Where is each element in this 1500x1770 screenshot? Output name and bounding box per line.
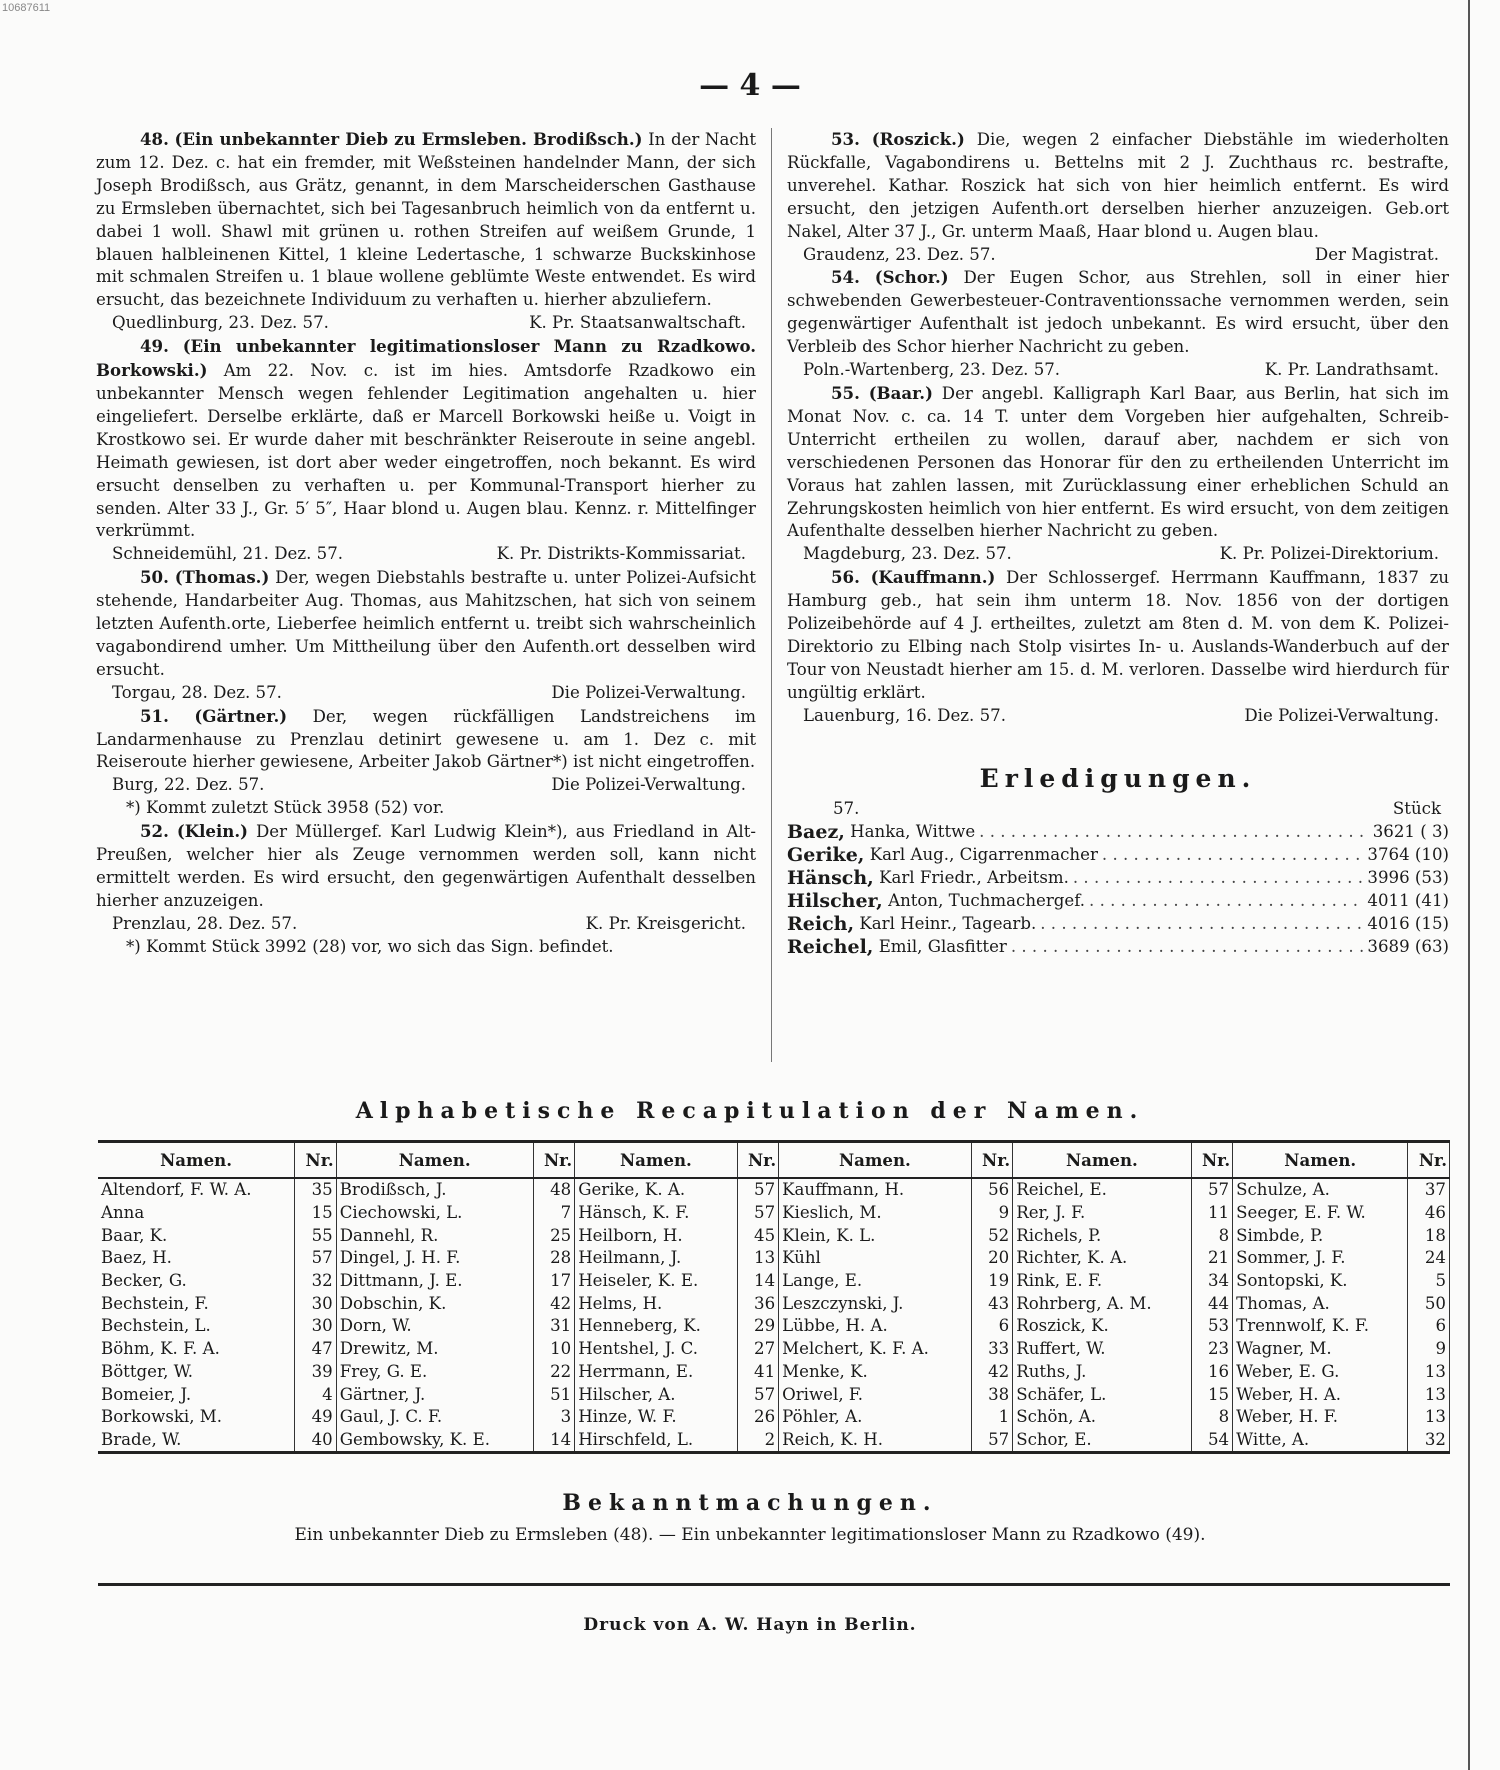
notice-text <box>787 266 1449 359</box>
recap-nr-cell: 40 <box>295 1429 337 1453</box>
erledigung-detail: Karl Aug., Cigarrenmacher <box>869 845 1098 865</box>
recap-row <box>98 1224 1450 1247</box>
recap-nr-cell: 9 <box>971 1202 1013 1225</box>
recap-name-cell: Kieslich, M. <box>782 1203 882 1223</box>
notice-entry <box>96 820 756 958</box>
recap-nr-cell: 4 <box>295 1383 337 1406</box>
notice-authority: Der Magistrat. <box>1314 244 1439 264</box>
recap-row <box>98 1178 1450 1202</box>
recap-header-name: Namen. <box>575 1142 737 1179</box>
notice-signature <box>96 312 756 335</box>
recap-nr-cell: 30 <box>295 1292 337 1315</box>
recap-nr-cell: 2 <box>737 1429 779 1453</box>
recap-header-nr: Nr. <box>737 1142 779 1179</box>
recap-name-cell: Heiseler, K. E. <box>578 1271 699 1291</box>
erledigung-ref: 3621 ( 3) <box>1372 822 1449 842</box>
notice-heading: (Klein.) <box>176 821 248 842</box>
notice-number: 56. <box>831 567 860 588</box>
notice-entry <box>96 566 756 704</box>
recap-nr-cell: 48 <box>533 1178 575 1202</box>
page-number: — 4 — <box>699 68 801 103</box>
recap-nr-cell: 26 <box>737 1406 779 1429</box>
erledigungen-section <box>787 763 1449 959</box>
notice-text <box>96 128 756 312</box>
recap-table <box>98 1140 1450 1454</box>
erledigung-row <box>787 867 1449 890</box>
recap-row <box>98 1292 1450 1315</box>
notice-place-date: Schneidemühl, 21. Dez. 57. <box>112 544 344 564</box>
recap-nr-cell: 50 <box>1408 1292 1450 1315</box>
recap-nr-cell: 25 <box>533 1224 575 1247</box>
recap-name-cell: Richter, K. A. <box>1016 1248 1128 1268</box>
notice-place-date: Quedlinburg, 23. Dez. 57. <box>112 313 329 333</box>
recap-name-cell: Schulze, A. <box>1236 1180 1330 1200</box>
recap-nr-cell: 8 <box>1191 1224 1233 1247</box>
notice-entry <box>787 382 1449 566</box>
recap-header-name: Namen. <box>336 1142 533 1179</box>
erledigung-name: Reich, <box>787 913 855 935</box>
notice-authority: Die Polizei-Verwaltung. <box>551 775 746 795</box>
notice-signature <box>787 543 1449 566</box>
recap-row <box>98 1361 1450 1384</box>
erledigung-name: Hilscher, <box>787 890 883 913</box>
notice-signature <box>96 913 756 936</box>
recap-name-cell: Klein, K. L. <box>782 1225 876 1245</box>
recap-name-cell: Böhm, K. F. A. <box>101 1339 220 1359</box>
recap-nr-cell: 6 <box>971 1315 1013 1338</box>
recap-name-cell: Hirschfeld, L. <box>575 1429 737 1453</box>
erledigung-row <box>787 821 1449 844</box>
recap-header-name: Namen. <box>1013 1142 1191 1179</box>
notice-heading: (Schor.) <box>874 267 949 288</box>
notice-entry <box>96 128 756 335</box>
recap-nr-cell: 55 <box>295 1224 337 1247</box>
recap-name-cell: Hinze, W. F. <box>578 1407 677 1427</box>
recap-name-cell: Henneberg, K. <box>578 1316 701 1336</box>
recap-header-nr: Nr. <box>1191 1142 1233 1179</box>
notice-heading: (Thomas.) <box>174 567 270 588</box>
notice-heading: (Gärtner.) <box>194 705 288 726</box>
bekanntmachungen-title: Bekanntmachungen. <box>562 1490 938 1516</box>
erledigung-row <box>787 936 1449 959</box>
notice-text <box>96 335 756 543</box>
recap-nr-cell: 32 <box>295 1270 337 1293</box>
recap-nr-cell: 13 <box>1408 1383 1450 1406</box>
notice-number: 51. <box>140 705 169 726</box>
recap-nr-cell: 45 <box>737 1224 779 1247</box>
recap-header-row <box>98 1142 1450 1179</box>
recap-name-cell: Bechstein, L. <box>101 1316 211 1336</box>
notice-authority: Die Polizei-Verwaltung. <box>1244 705 1439 725</box>
recap-name-cell: Oriwel, F. <box>782 1384 864 1404</box>
erledigung-detail: Karl Heinr., Tagearb. <box>859 914 1037 933</box>
notice-heading: (Roszick.) <box>871 129 965 149</box>
notice-authority: K. Pr. Staatsanwaltschaft. <box>529 313 746 333</box>
recap-nr-cell: 21 <box>1191 1247 1233 1270</box>
left-column <box>96 128 756 959</box>
erledigung-row <box>787 890 1449 913</box>
recap-name-cell: Witte, A. <box>1233 1429 1408 1453</box>
recap-name-cell: Trennwolf, K. F. <box>1236 1316 1370 1336</box>
erledigungen-title: Erledigungen. <box>979 763 1257 793</box>
recap-nr-cell: 42 <box>971 1361 1013 1384</box>
page-id: 10687611 <box>2 2 51 14</box>
erledigungen-header <box>787 798 1449 821</box>
notice-body: Der, wegen Diebstahls bestrafte u. unter Polizei-Aufsicht stehende, Handarbeiter Aug. Thomas, aus Mahitzschen, hat sich von seinem letzten Aufenth.orte, Lieberfee heimlich entfernt u. treibt sich wahrscheinlich vagabondirend umher. Um Mittheilung über den Aufenth.ort desselben wird ersucht. <box>96 568 756 679</box>
recap-name-cell: Thomas, A. <box>1236 1293 1330 1313</box>
recap-nr-cell: 28 <box>533 1247 575 1270</box>
notice-place-date: Lauenburg, 16. Dez. 57. <box>803 705 1006 725</box>
recap-nr-cell: 18 <box>1408 1224 1450 1247</box>
recap-nr-cell: 13 <box>737 1247 779 1270</box>
recap-name-cell: Heilborn, H. <box>578 1225 683 1245</box>
erledigung-detail: Karl Friedr., Arbeitsm. <box>879 868 1069 888</box>
erledigung-ref: 4016 (15) <box>1367 914 1449 933</box>
recap-name-cell: Gaul, J. C. F. <box>339 1407 443 1427</box>
recap-nr-cell: 57 <box>737 1202 779 1225</box>
bottom-rule <box>98 1583 1450 1586</box>
recap-nr-cell: 11 <box>1191 1202 1233 1225</box>
notice-entry <box>96 705 756 821</box>
recap-name-cell: Dorn, W. <box>339 1316 412 1336</box>
recap-nr-cell: 57 <box>737 1383 779 1406</box>
recap-nr-cell: 1 <box>971 1406 1013 1429</box>
notice-number: 50. <box>140 567 169 588</box>
recap-nr-cell: 38 <box>971 1383 1013 1406</box>
recap-nr-cell: 20 <box>971 1247 1013 1270</box>
erledigung-ref: 3996 (53) <box>1367 868 1449 888</box>
recap-nr-cell: 15 <box>1191 1383 1233 1406</box>
recap-name-cell: Brodißsch, J. <box>339 1180 447 1200</box>
notice-heading: (Baar.) <box>868 382 933 403</box>
notice-authority: K. Pr. Polizei-Direktorium. <box>1219 544 1439 564</box>
recap-name-cell: Sontopski, K. <box>1236 1271 1348 1291</box>
recap-nr-cell: 42 <box>533 1292 575 1315</box>
recap-name-cell: Altendorf, F. W. A. <box>101 1180 252 1200</box>
recap-nr-cell: 23 <box>1191 1338 1233 1361</box>
recap-name-cell: Ruths, J. <box>1016 1361 1087 1381</box>
recap-name-cell: Kauffmann, H. <box>782 1180 905 1200</box>
recap-name-cell: Anna <box>101 1203 145 1223</box>
recap-name-cell: Gerike, K. A. <box>578 1180 686 1200</box>
recap-name-cell: Becker, G. <box>101 1271 187 1291</box>
recap-name-cell: Baar, K. <box>101 1225 168 1245</box>
notice-heading: (Kauffmann.) <box>870 567 996 588</box>
recap-row <box>98 1383 1450 1406</box>
recap-row <box>98 1429 1450 1453</box>
erledigung-name: Reichel, <box>787 935 874 958</box>
recap-name-cell: Dannehl, R. <box>339 1225 439 1245</box>
recap-name-cell: Weber, H. F. <box>1236 1407 1338 1427</box>
recap-nr-cell: 17 <box>533 1270 575 1293</box>
notice-body: Der Schlossergef. Herrmann Kauffmann, 1837 zu Hamburg geb., hat sein ihm unterm 18. Nov. 1856 von der dortigen Polizeibehörde auf 4 J. ertheiltes, zuletzt am 8ten d. M. von dem K. Polizei-Direktorio zu Elbing nach Stolp visirtes In- u. Auslands-Wanderbuch auf der Tour von Neustadt hierher am 15. d. M. verloren. Dasselbe wird hierdurch für ungültig erklärt. <box>787 568 1450 702</box>
recap-header-nr: Nr. <box>971 1142 1013 1179</box>
erledigung-leader-dots <box>1102 844 1364 867</box>
recap-nr-cell: 15 <box>295 1202 337 1225</box>
notice-text <box>787 128 1449 244</box>
notice-heading: (Ein unbekannter Dieb zu Ermsleben. Brodißsch.) <box>174 129 643 149</box>
recap-row <box>98 1270 1450 1293</box>
recap-name-cell: Heilmann, J. <box>578 1248 682 1268</box>
erledigungen-number: 57. <box>833 799 860 819</box>
recap-nr-cell: 37 <box>1408 1178 1450 1202</box>
recap-nr-cell: 47 <box>295 1338 337 1361</box>
erledigung-ref: 4011 (41) <box>1367 891 1449 911</box>
recap-nr-cell: 57 <box>1191 1178 1233 1202</box>
recap-nr-cell: 52 <box>971 1224 1013 1247</box>
notice-place-date: Prenzlau, 28. Dez. 57. <box>112 913 298 933</box>
recap-name-cell: Menke, K. <box>782 1361 868 1381</box>
notice-entry <box>787 566 1449 727</box>
recap-nr-cell: 43 <box>971 1292 1013 1315</box>
recap-nr-cell: 34 <box>1191 1270 1233 1293</box>
notice-entry <box>96 335 756 566</box>
recap-title: Alphabetische Recapitulation der Namen. <box>355 1098 1145 1124</box>
recap-nr-cell: 16 <box>1191 1361 1233 1384</box>
recap-name-cell: Lange, E. <box>782 1271 863 1291</box>
recap-name-cell: Rohrberg, A. M. <box>1016 1293 1152 1313</box>
right-entries <box>787 128 1449 728</box>
recap-nr-cell: 57 <box>971 1429 1013 1453</box>
column-divider <box>771 128 772 1062</box>
notice-place-date: Magdeburg, 23. Dez. 57. <box>803 544 1012 564</box>
recap-name-cell: Seeger, E. F. W. <box>1236 1203 1366 1223</box>
recap-name-cell: Böttger, W. <box>101 1361 194 1381</box>
erledigung-ref: 3764 (10) <box>1367 845 1449 865</box>
recap-name-cell: Schön, A. <box>1016 1407 1097 1427</box>
recap-nr-cell: 24 <box>1408 1247 1450 1270</box>
recap-nr-cell: 31 <box>533 1315 575 1338</box>
notice-text <box>96 820 756 913</box>
notice-body: Der Eugen Schor, aus Strehlen, soll in einer hier schwebenden Gewerbesteuer-Contraventionssache vernommen werden, sein gegenwärtiger Aufenthalt ist jedoch unbekannt. Es wird ersucht, über den Verbleib des Schor hierher Nachricht zu geben. <box>787 268 1449 357</box>
erledigung-name: Hänsch, <box>787 867 874 890</box>
erledigung-name: Gerike, <box>787 844 865 867</box>
recap-name-cell: Drewitz, M. <box>339 1339 439 1359</box>
recap-name-cell: Dingel, J. H. F. <box>339 1248 461 1268</box>
recap-row <box>98 1247 1450 1270</box>
notice-body: Der, wegen rückfälligen Landstreichens im Landarmenhause zu Prenzlau detinirt gewesene u. am 1. Dez c. mit Reiseroute hierher gewiesene, Arbeiter Jakob Gärtner*) ist nicht eingetroffen. <box>96 706 757 772</box>
recap-nr-cell: 49 <box>295 1406 337 1429</box>
recap-name-cell: Dobschin, K. <box>339 1293 447 1313</box>
notice-signature <box>96 682 756 705</box>
recap-name-cell: Borkowski, M. <box>101 1407 223 1427</box>
recap-nr-cell: 56 <box>971 1178 1013 1202</box>
notice-body: Die, wegen 2 einfacher Diebstähle im wiederholten Rückfalle, Vagabondirens u. Bettelns mit 2 J. Zuchthaus rc. bestrafte, unverehel. Kathar. Roszick hat sich von hier heimlich entfernt. Es wird ersucht, den jetzigen Aufenth.ort derselben hierher anzuzeigen. Geb.ort Nakel, Alter 37 J., Gr. unterm Maaß, Haar blond u. Augen blau. <box>787 130 1449 241</box>
recap-nr-cell: 36 <box>737 1292 779 1315</box>
recap-name-cell: Hentshel, J. C. <box>578 1339 699 1359</box>
recap-nr-cell: 41 <box>737 1361 779 1384</box>
erledigungen-stueck-label: Stück <box>1392 799 1441 819</box>
erledigung-detail: Hanka, Wittwe <box>850 822 976 842</box>
notice-signature <box>96 543 756 566</box>
recap-name-cell: Reichel, E. <box>1016 1180 1107 1200</box>
recap-name-cell: Kühl <box>782 1248 821 1268</box>
recap-name-cell: Schäfer, L. <box>1016 1384 1107 1404</box>
recap-nr-cell: 32 <box>1408 1429 1450 1453</box>
recap-name-cell: Ciechowski, L. <box>339 1203 463 1223</box>
erledigung-leader-dots <box>1011 936 1364 959</box>
notice-authority: K. Pr. Landrathsamt. <box>1264 360 1439 380</box>
notice-signature <box>96 774 756 797</box>
recap-name-cell: Simbde, P. <box>1236 1225 1324 1245</box>
recap-nr-cell: 5 <box>1408 1270 1450 1293</box>
recap-nr-cell: 27 <box>737 1338 779 1361</box>
recap-name-cell: Hänsch, K. F. <box>578 1203 690 1223</box>
recap-body <box>98 1178 1450 1453</box>
recap-nr-cell: 8 <box>1191 1406 1233 1429</box>
recap-header-name: Namen. <box>779 1142 972 1179</box>
notice-text <box>96 705 756 775</box>
recap-nr-cell: 57 <box>295 1247 337 1270</box>
recap-nr-cell: 13 <box>1408 1406 1450 1429</box>
recap-header-nr: Nr. <box>295 1142 337 1179</box>
recap-nr-cell: 51 <box>533 1383 575 1406</box>
recap-name-cell: Rer, J. F. <box>1016 1203 1086 1223</box>
notice-text <box>787 382 1449 543</box>
recap-row <box>98 1338 1450 1361</box>
notice-body: Der Müllergef. Karl Ludwig Klein*), aus Friedland in Alt-Preußen, welcher hier als Zeuge vernommen werden soll, kann nicht ermittelt werden. Es wird ersucht, den gegenwärtigen Aufenthalt desselben hierher anzuzeigen. <box>96 822 756 910</box>
notice-body: Am 22. Nov. c. ist im hies. Amtsdorfe Rzadkowo ein unbekannter Mensch wegen fehlender Legitimation angehalten u. hier eingeliefert. Derselbe erklärte, daß er Marcell Borkowski heiße u. Voigt in Krostkowo sei. Er wurde daher mit beschränkter Reiseroute in seine angebl. Heimath gewiesen, ist dort aber weder eingetroffen, noch bekannt. Es wird ersucht denselben zu verhaften u. per Kommunal-Transport hierher zu senden. Alter 33 J., Gr. 5′ 5″, Haar blond u. Augen blau. Kennz. r. Mittelfinger verkrümmt. <box>96 361 756 541</box>
notice-text <box>96 566 756 682</box>
recap-nr-cell: 44 <box>1191 1292 1233 1315</box>
recap-name-cell: Baez, H. <box>101 1248 172 1268</box>
notice-authority: K. Pr. Distrikts-Kommissariat. <box>496 544 746 564</box>
recap-nr-cell: 7 <box>533 1202 575 1225</box>
notice-heading: (Ein unbekannter legitimationsloser Mann zu Rzadkowo. Borkowski.) <box>96 336 756 381</box>
notice-body: Der angebl. Kalligraph Karl Baar, aus Berlin, hat sich im Monat Nov. c. ca. 14 T. unter dem Vorgeben hier aufgehalten, Schreib-Unterricht ertheilen zu wollen, darauf aber, nachdem er sich von verschiedenen Personen das Honorar für den zu ertheilenden Unterricht im Voraus hat zahlen lassen, mit Zurücklassung einer erheblichen Schuld an Zehrungskosten heimlich von hier entfernt. Es wird ersucht, von dem zeitigen Aufenthalte desselben hierher Nachricht zu geben. <box>787 383 1450 541</box>
erledigung-detail: Anton, Tuchmachergef. <box>888 891 1086 911</box>
notice-text <box>787 566 1449 704</box>
recap-nr-cell: 53 <box>1191 1315 1233 1338</box>
recap-name-cell: Richels, P. <box>1016 1225 1102 1245</box>
recap-nr-cell: 3 <box>533 1406 575 1429</box>
notice-body: In der Nacht zum 12. Dez. c. hat ein fremder, mit Weßsteinen handelnder Mann, der sich Joseph Brodißsch, aus Grätz, genannt, in dem Marscheiderschen Gasthause zu Ermsleben übernachtet, sich bei Tagesanbruch heimlich von da entfernt u. dabei 1 woll. Shawl mit grünen u. rothen Streifen auf weißem Grunde, 1 blauen halbleinenen Kittel, 1 kleine Ledertasche, 1 schwarze Buckskinhose mit schmalen Streifen u. 1 blaue wollene geblümte Weste entwendet. Es wird ersucht, das bezeichnete Individuum zu verhaften u. hierher abzuliefern. <box>96 130 756 310</box>
recap-header-name: Namen. <box>98 1142 295 1179</box>
recap-name-cell: Rink, E. F. <box>1016 1271 1103 1291</box>
recap-nr-cell: 10 <box>533 1338 575 1361</box>
recap-name-cell: Leszczynski, J. <box>782 1293 904 1313</box>
recap-name-cell: Pöhler, A. <box>782 1407 863 1427</box>
notice-number: 54. <box>831 267 860 288</box>
recap-name-cell: Lübbe, H. A. <box>782 1316 888 1336</box>
recap-nr-cell: 46 <box>1408 1202 1450 1225</box>
recap-name-cell: Dittmann, J. E. <box>339 1271 463 1291</box>
recap-nr-cell: 19 <box>971 1270 1013 1293</box>
notice-place-date: Burg, 22. Dez. 57. <box>112 775 265 795</box>
recap-nr-cell: 39 <box>295 1361 337 1384</box>
recap-header-nr: Nr. <box>1408 1142 1450 1179</box>
notice-place-date: Poln.-Wartenberg, 23. Dez. 57. <box>803 360 1061 380</box>
erledigung-detail: Emil, Glasfitter <box>878 936 1007 956</box>
recap-name-cell: Hilscher, A. <box>578 1384 676 1404</box>
erledigungen-list <box>787 821 1449 958</box>
notice-footnote: *) Kommt zuletzt Stück 3958 (52) vor. <box>126 798 445 818</box>
notice-place-date: Torgau, 28. Dez. 57. <box>112 682 282 702</box>
recap-name-cell: Weber, E. G. <box>1236 1361 1340 1381</box>
recap-nr-cell: 29 <box>737 1315 779 1338</box>
recap-name-cell: Ruffert, W. <box>1016 1339 1106 1359</box>
recap-row <box>98 1406 1450 1429</box>
recap-nr-cell: 9 <box>1408 1338 1450 1361</box>
recap-name-cell: Frey, G. E. <box>339 1361 428 1381</box>
notice-number: 49. <box>140 336 169 357</box>
notice-authority: K. Pr. Kreisgericht. <box>585 913 746 933</box>
recap-nr-cell: 30 <box>295 1315 337 1338</box>
notice-signature <box>787 705 1449 728</box>
erledigung-leader-dots <box>1089 890 1363 913</box>
recap-nr-cell: 57 <box>737 1178 779 1202</box>
recap-name-cell: Bechstein, F. <box>101 1293 209 1313</box>
bekanntmachungen-text: Ein unbekannter Dieb zu Ermsleben (48). — Ein unbekannter legitimationsloser Mann zu Rzadkowo (49). <box>294 1525 1206 1545</box>
recap-name-cell: Herrmann, E. <box>578 1361 694 1381</box>
erledigung-row <box>787 913 1449 936</box>
recap-nr-cell: 13 <box>1408 1361 1450 1384</box>
recap-name-cell: Weber, H. A. <box>1236 1384 1342 1404</box>
recap-name-cell: Wagner, M. <box>1236 1339 1332 1359</box>
recap-name-cell: Melchert, K. F. A. <box>782 1339 929 1359</box>
recap-name-cell: Sommer, J. F. <box>1236 1248 1346 1268</box>
notice-authority: Die Polizei-Verwaltung. <box>551 682 746 702</box>
recap-row <box>98 1202 1450 1225</box>
notice-entry <box>787 266 1449 382</box>
recap-nr-cell: 54 <box>1191 1429 1233 1453</box>
notice-signature <box>787 244 1449 267</box>
recap-nr-cell: 6 <box>1408 1315 1450 1338</box>
imprint: Druck von A. W. Hayn in Berlin. <box>583 1615 917 1635</box>
notice-signature <box>787 359 1449 382</box>
notice-number: 52. <box>140 821 169 842</box>
recap-name-cell: Gembowsky, K. E. <box>336 1429 533 1453</box>
recap-nr-cell: 35 <box>295 1178 337 1202</box>
erledigung-leader-dots <box>1040 913 1363 936</box>
recap-header-name: Namen. <box>1233 1142 1408 1179</box>
erledigung-leader-dots <box>979 821 1369 844</box>
notice-place-date: Graudenz, 23. Dez. 57. <box>803 244 996 264</box>
notice-entry <box>787 128 1449 266</box>
recap-row <box>98 1315 1450 1338</box>
recap-nr-cell: 33 <box>971 1338 1013 1361</box>
right-column <box>787 128 1449 959</box>
erledigung-ref: 3689 (63) <box>1367 936 1449 956</box>
recap-nr-cell: 14 <box>533 1429 575 1453</box>
recap-name-cell: Roszick, K. <box>1016 1316 1109 1336</box>
recap-name-cell: Schor, E. <box>1013 1429 1191 1453</box>
recap-name-cell: Gärtner, J. <box>339 1384 426 1404</box>
erledigung-row <box>787 844 1449 867</box>
notice-number: 55. <box>831 382 860 403</box>
recap-nr-cell: 14 <box>737 1270 779 1293</box>
recap-name-cell: Helms, H. <box>578 1293 663 1313</box>
recap-name-cell: Bomeier, J. <box>101 1384 192 1404</box>
recap-name-cell: Brade, W. <box>98 1429 295 1453</box>
recap-nr-cell: 22 <box>533 1361 575 1384</box>
recap-header-nr: Nr. <box>533 1142 575 1179</box>
erledigung-name: Baez, <box>787 821 845 844</box>
erledigung-leader-dots <box>1073 867 1364 890</box>
notice-number: 53. <box>831 129 860 149</box>
recap-name-cell: Reich, K. H. <box>779 1429 972 1453</box>
notice-footnote: *) Kommt Stück 3992 (28) vor, wo sich das Sign. befindet. <box>126 936 614 956</box>
notice-number: 48. <box>140 129 169 149</box>
